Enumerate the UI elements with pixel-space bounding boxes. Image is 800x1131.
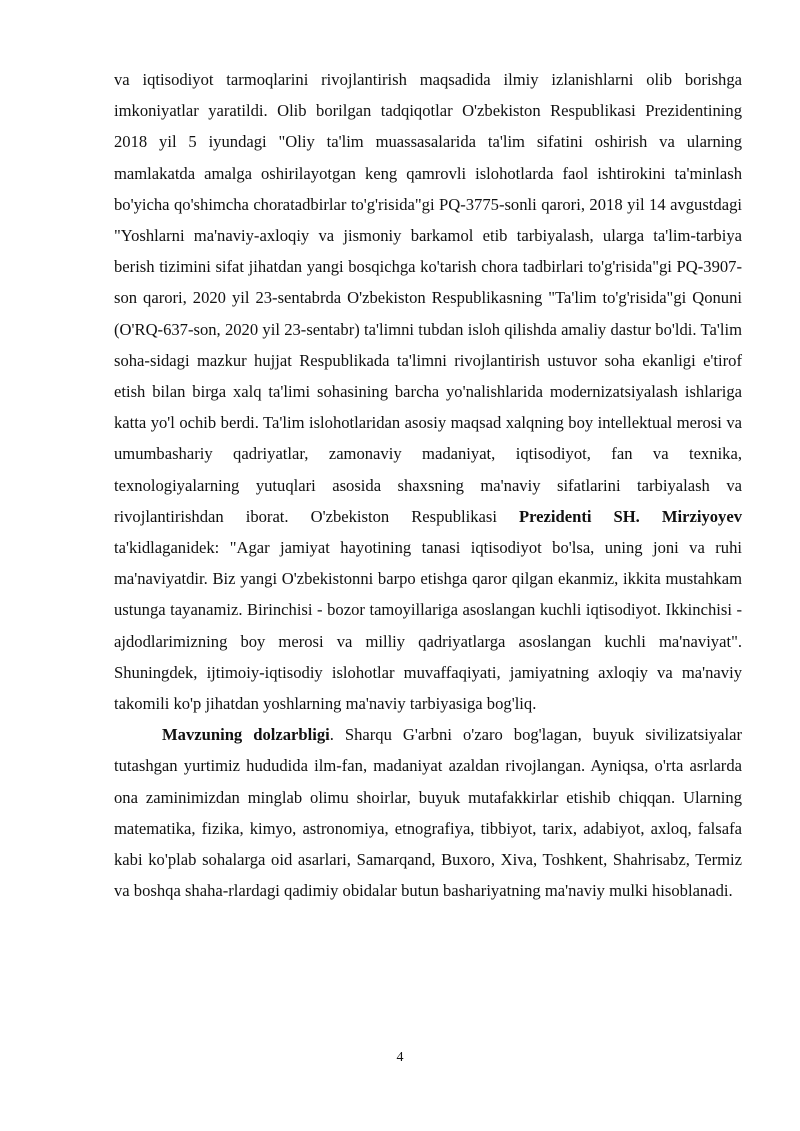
page-number: 4 <box>396 1050 404 1065</box>
bold-name: Prezidenti SH. Mirziyoyev <box>518 506 743 526</box>
body-paragraph <box>114 719 742 906</box>
paragraph-text: va iqtisodiyot tarmoqlarini rivojlantirish maqsadida ilmiy izlanishlarni olib borishga imkoniyatlar yaratildi. Olib borilgan tadqiqotlar O'zbekiston Respublikasi Prezidentining 2018 yil 5 iyundagi "Oliy ta'lim muassasalarida ta'lim sifatini oshirish va ularning mamlakatda amalga oshirilayotgan keng qamrovli islohotlarda faol ishtirokini ta'minlash bo'yicha qo'shimcha choratadbirlar to'g'risida"gi PQ-3775-sonli qarori, 2018 yil 14 avgustdagi "Yoshlarni ma'naviy-axloqiy va jismoniy barkamol etib tarbiyalash, ularga ta'lim-tarbiya berish tizimini sifat jihatdan yangi bosqichga ko'tarish chora tadbirlari to'g'risida"gi PQ-3907-son qarori, 2020 yil 23-sentabrda O'zbekiston Respublikasning "Ta'lim to'g'risida"gi Qonuni (O'RQ-637-son, 2020 yil 23-sentabr) ta'limni tubdan isloh qilishda amaliy dastur bo'ldi. Ta'lim soha-sidagi mazkur hujjat Respublikada ta'limni rivojlantirish ustuvor soha ekanligi e'tirof etish bilan birga xalq ta'limi sohasining barcha yo'nalishlarida modernizatsiyalash ishlariga katta yo'l ochib berdi. Ta'lim islohotlaridan asosiy maqsad xalqning boy intellektual merosi va umumbashariy qadriyatlar, zamonaviy madaniyat, iqtisodiyot, fan va texnika, texnologiyalarning yutuqlari asosida shaxsning ma'naviy sifatlarini tarbiyalash va rivojlantirishdan iborat. O'zbekiston Respublikasi <box>114 70 742 526</box>
document-page <box>114 64 742 906</box>
paragraph-text: ta'kidlaganidek: "Agar jamiyat hayotining tanasi iqtisodiyot bo'lsa, uning joni va ruhi ma'naviyatdir. Biz yangi O'zbekistonni barpo etishga qaror qilgan ekanmiz, ikkita mustahkam ustunga tayanamiz. Birinchisi - bozor tamoyillariga asoslangan kuchli iqtisodiyot. Ikkinchisi - ajdodlarimizning boy merosi va milliy qadriyatlarga asoslangan kuchli ma'naviyat". Shuningdek, ijtimoiy-iqtisodiy islohotlar muvaffaqiyati, jamiyatning axloqiy va ma'naviy takomili ko'p jihatdan yoshlarning ma'naviy tarbiyasiga bog'liq. <box>114 538 742 714</box>
body-paragraph <box>114 64 742 719</box>
paragraph-text: . Sharqu G'arbni o'zaro bog'lagan, buyuk sivilizatsiyalar tutashgan yurtimiz hududida ilm-fan, madaniyat azaldan rivojlangan. Ayniqsa, o'rta asrlarda ona zaminimizdan minglab olimu shoirlar, buyuk mutafakkirlar etishib chiqqan. Ularning matematika, fizika, kimyo, astronomiya, etnografiya, tibbiyot, tarix, adabiyot, axloq, falsafa kabi ko'plab sohalarga oid asarlari, Samarqand, Buxoro, Xiva, Toshkent, Shahrisabz, Termiz va boshqa shaha-rlardagi qadimiy obidalar butun bashariyatning ma'naviy mulki hisoblanadi. <box>114 725 742 901</box>
section-heading: Mavzuning dolzarbligi <box>162 725 330 745</box>
